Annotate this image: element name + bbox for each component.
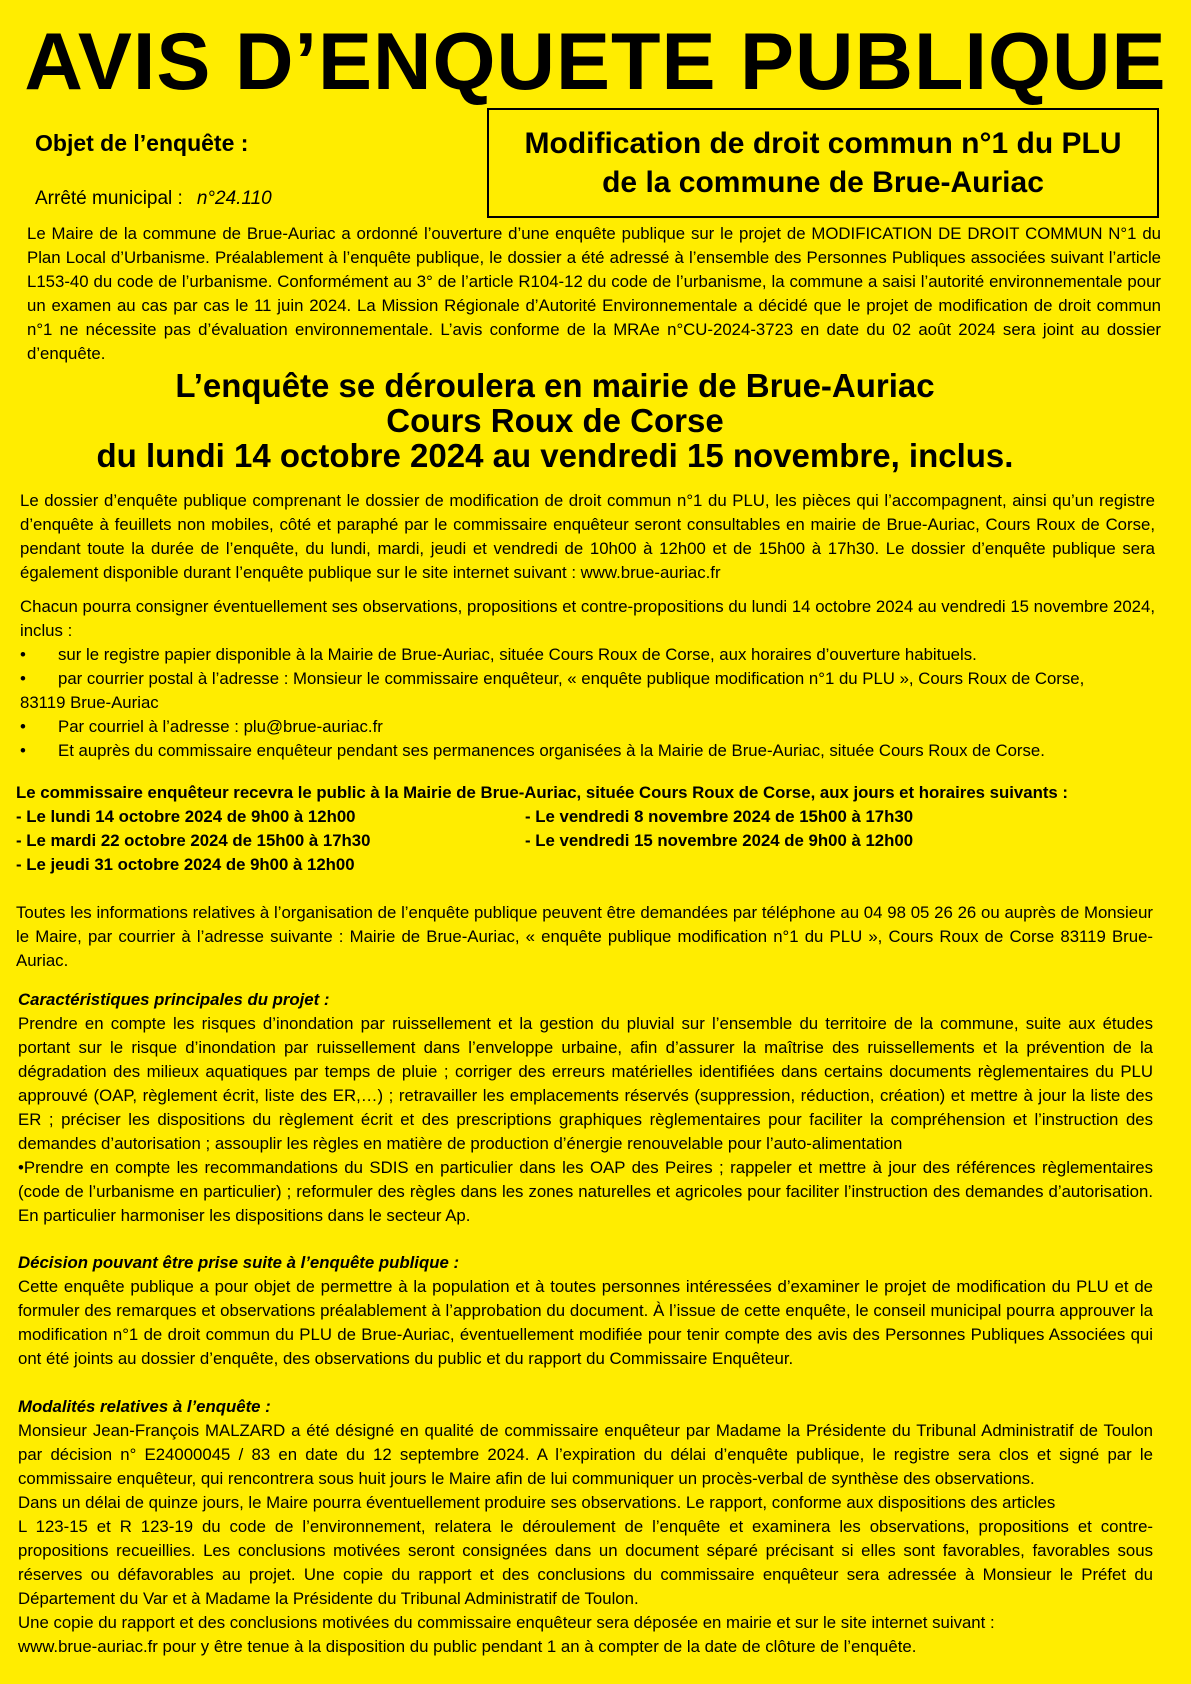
subject-box [487, 108, 1159, 218]
permanences-grid [16, 805, 1176, 877]
list-item-text: Par courriel à l’adresse : plu@brue-auriac.fr [58, 717, 383, 736]
list-item [20, 739, 1155, 763]
headline-line-2: Cours Roux de Corse [386, 402, 724, 439]
modalites-text-4: Une copie du rapport et des conclusions motivées du commissaire enquêteur sera déposée en mairie et sur le site internet suivant : [18, 1613, 995, 1632]
modalites-section [18, 1395, 1153, 1659]
bullet: • [20, 717, 26, 736]
observations-intro: Chacun pourra consigner éventuellement ses observations, propositions et contre-propositions du lundi 14 octobre 2024 au vendredi 15 novembre 2024, inclus : [20, 597, 1155, 640]
subject-line-2: de la commune de Brue-Auriac [602, 166, 1044, 199]
infos-paragraph: Toutes les informations relatives à l’organisation de l’enquête publique peuvent être demandées par téléphone au 04 98 05 26 26 ou auprès de Monsieur le Maire, par courrier à l’adresse suivante : Mairie de Brue-Auriac, « enquête publique modification n°1 du PLU », Cours Roux de Corse 83119 Brue-Auriac. [16, 903, 1153, 970]
permanence-item: - Le jeudi 31 octobre 2024 de 9h00 à 12h00 [16, 855, 355, 874]
caracteristiques-text-2: •Prendre en compte les recommandations du SDIS en particulier dans les OAP des Peires ; rappeler et mettre à jour des références règlementaires (code de l’urbanisme en particulier) ; reformuler des règles dans les zones naturelles et agricoles pour faciliter l’instruction des demandes d’autorisation. En particulier harmoniser les dispositions dans le secteur Ap. [18, 1158, 1153, 1225]
dossier-paragraph: Le dossier d’enquête publique comprenant le dossier de modification de droit commun n°1 du PLU, les pièces qui l’accompagnent, ainsi qu’un registre d’enquête à feuillets non mobiles, côté et paraphé par le commissaire enquêteur seront consultables en mairie de Brue-Auriac, Cours Roux de Corse, pendant toute la durée de l’enquête, du lundi, mardi, jeudi et vendredi de 10h00 à 12h00 et de 15h00 à 17h30. Le dossier d’enquête publique sera également disponible durant l’enquête publique sur le site internet suivant : www.brue-auriac.fr [20, 491, 1155, 582]
headline [0, 368, 1110, 473]
permanence-item: - Le mardi 22 octobre 2024 de 15h00 à 17h30 [16, 831, 371, 850]
arrete-municipal [35, 186, 272, 212]
object-label: Objet de l’enquête : [35, 130, 249, 156]
list-item-text: par courrier postal à l’adresse : Monsieur le commissaire enquêteur, « enquête publique modification n°1 du PLU », Cours Roux de Corse, [58, 669, 1085, 688]
permanences-left [16, 805, 525, 877]
decision-text: Cette enquête publique a pour objet de permettre à la population et à toutes personnes intéressées d’examiner le projet de modification du PLU et de formuler des remarques et observations préalablement à l’approbation du document. À l’issue de cette enquête, le conseil municipal pourra approuver la modification n°1 de droit commun du PLU de Brue-Auriac, éventuellement modifiée pour tenir compte des avis des Personnes Publiques Associées qui ont été joints au dossier d’enquête, des observations du public et du rapport du Commissaire Enquêteur. [18, 1277, 1153, 1368]
observations-section [20, 595, 1155, 763]
modalites-text-3: L 123-15 et R 123-19 du code de l’environnement, relatera le déroulement de l’enquête et examinera les observations, propositions et contre-propositions recueillies. Les conclusions motivées seront consignées dans un document séparé précisant si elles sont favorables, favorables sous réserves ou défavorables au projet. Une copie du rapport et des conclusions du commissaire enquêteur sera adressée à Monsieur le Préfet du Département du Var et à Madame la Présidente du Tribunal Administratif de Toulon. [18, 1517, 1153, 1608]
intro-paragraph: Le Maire de la commune de Brue-Auriac a ordonné l’ouverture d’une enquête publique sur le projet de MODIFICATION DE DROIT COMMUN N°1 du Plan Local d’Urbanisme. Préalablement à l’enquête publique, le dossier a été adressé à l’ensemble des Personnes Publiques associées suivant l’article L153-40 du code de l’urbanisme. Conformément au 3° de l’article R104-12 du code de l’urbanisme, la commune a saisi l’autorité environnementale pour un examen au cas par cas le 11 juin 2024. La Mission Régionale d’Autorité Environnementale a décidé que le projet de modification de droit commun n°1 ne nécessite pas d’évaluation environnementale. L’avis conforme de la MRAe n°CU-2024-3723 en date du 02 août 2024 sera joint au dossier d’enquête. [27, 224, 1161, 363]
permanences-right [525, 805, 1125, 877]
decision-title: Décision pouvant être prise suite à l’enquête publique : [18, 1253, 460, 1272]
permanence-item: - Le vendredi 15 novembre 2024 de 9h00 à 12h00 [525, 831, 914, 850]
caracteristiques-section [18, 988, 1153, 1228]
headline-line-1: L’enquête se déroulera en mairie de Brue-Auriac [175, 367, 935, 404]
bullet: • [20, 669, 26, 688]
list-item-text: Et auprès du commissaire enquêteur pendant ses permanences organisées à la Mairie de Brue-Auriac, située Cours Roux de Corse. [58, 741, 1045, 760]
list-item [20, 667, 1155, 691]
permanences-section [16, 781, 1176, 877]
list-item [20, 643, 1155, 667]
permanence-item: - Le lundi 14 octobre 2024 de 9h00 à 12h00 [16, 807, 356, 826]
caracteristiques-title: Caractéristiques principales du projet : [18, 990, 330, 1009]
subject-line-1: Modification de droit commun n°1 du PLU [524, 127, 1122, 160]
caracteristiques-text-1: Prendre en compte les risques d’inondation par ruissellement et la gestion du pluvial sur l’ensemble du territoire de la commune, suite aux études portant sur le risque d’inondation par ruissellement dans l’enveloppe urbaine, afin d’assurer la maîtrise des ruissellements et la prévention de la dégradation des milieux aquatiques par temps de pluie ; corriger des erreurs matérielles identifiées dans certains documents règlementaires du PLU approuvé (OAP, règlement écrit, liste des ER,…) ; retravailler les emplacements réservés (suppression, réduction, création) et mettre à jour la liste des ER ; préciser les dispositions du règlement écrit et des prescriptions graphiques règlementaires pour faciliter la compréhension et l’instruction des demandes d’autorisation ; assouplir les règles en matière de production d’énergie renouvelable pour l’auto-alimentation [18, 1014, 1153, 1153]
arrete-label: Arrêté municipal : [35, 188, 183, 209]
bullet: • [20, 645, 26, 664]
modalites-text-1: Monsieur Jean-François MALZARD a été désigné en qualité de commissaire enquêteur par Madame la Présidente du Tribunal Administratif de Toulon par décision n° E24000045 / 83 en date du 12 septembre 2024. A l’expiration du délai d’enquête publique, le registre sera clos et signé par le commissaire enquêteur, qui rencontrera sous huit jours le Maire afin de lui communiquer un procès-verbal de synthèse des observations. [18, 1421, 1153, 1488]
arrete-number: n°24.110 [196, 188, 272, 209]
list-item-continuation: 83119 Brue-Auriac [20, 693, 159, 712]
permanence-item: - Le vendredi 8 novembre 2024 de 15h00 à 17h30 [525, 807, 914, 826]
page-title: AVIS D’ENQUETE PUBLIQUE [24, 17, 1167, 107]
list-item [20, 715, 1155, 739]
list-item-text: sur le registre papier disponible à la Mairie de Brue-Auriac, située Cours Roux de Corse, aux horaires d’ouverture habituels. [58, 645, 977, 664]
bullet: • [20, 741, 26, 760]
headline-line-3: du lundi 14 octobre 2024 au vendredi 15 novembre, inclus. [96, 437, 1014, 474]
modalites-title: Modalités relatives à l’enquête : [18, 1397, 271, 1416]
decision-section [18, 1251, 1153, 1371]
modalites-text-2: Dans un délai de quinze jours, le Maire pourra éventuellement produire ses observations. Le rapport, conforme aux dispositions des articles [18, 1493, 1056, 1512]
modalites-text-5: www.brue-auriac.fr pour y être tenue à la disposition du public pendant 1 an à compter de la date de clôture de l’enquête. [18, 1637, 917, 1656]
permanences-intro: Le commissaire enquêteur recevra le public à la Mairie de Brue-Auriac, située Cours Roux de Corse, aux jours et horaires suivants : [16, 783, 1068, 802]
